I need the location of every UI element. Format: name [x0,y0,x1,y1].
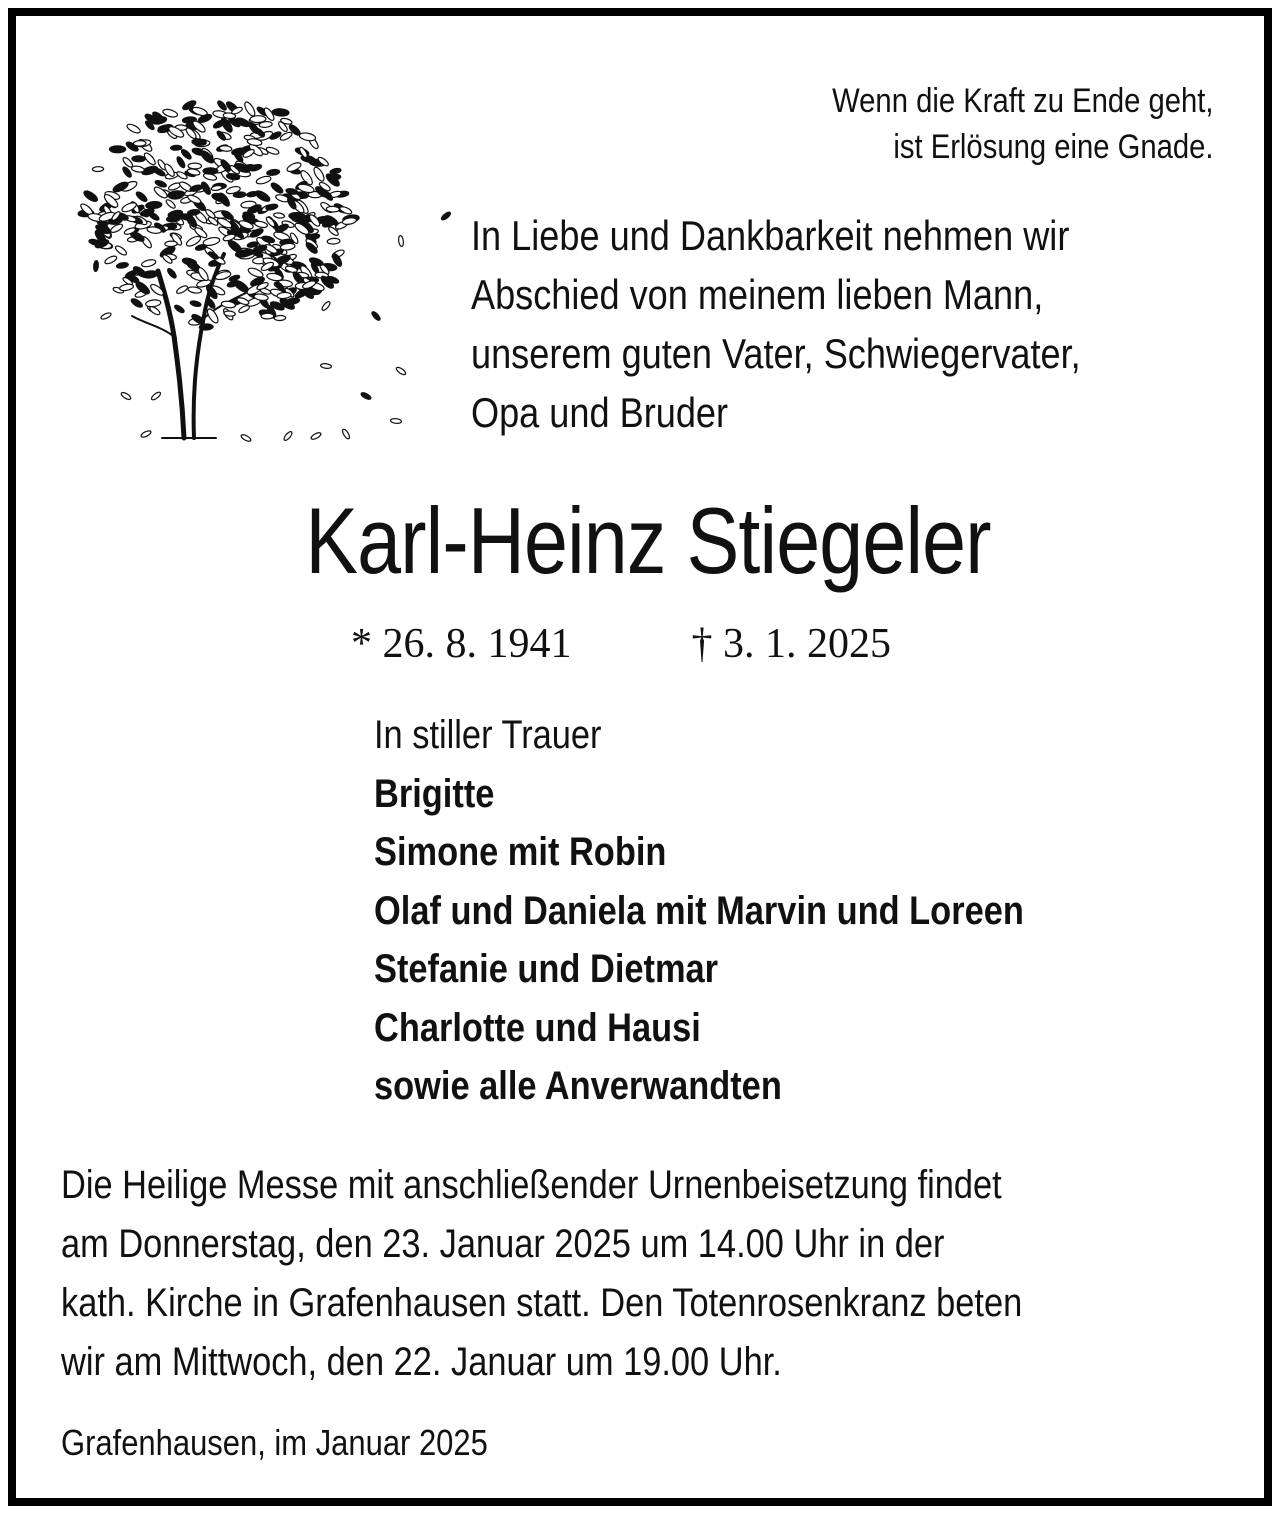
deceased-name: Karl-Heinz Stiegeler [305,488,991,593]
service-line: wir am Mittwoch, den 22. Januar um 19.00 Uhr. [61,1340,782,1384]
mourners-list [374,706,1024,1116]
mourner-name: Brigitte [374,771,495,816]
intro-line: In Liebe und Dankbarkeit nehmen wir [471,212,1070,259]
quote-line: Wenn die Kraft zu Ende geht, [832,82,1214,120]
service-line: kath. Kirche in Grafenhausen statt. Den Totenrosenkranz beten [61,1281,1023,1325]
intro-line: unserem guten Vater, Schwiegervater, [471,330,1081,377]
obituary-notice [8,8,1272,1506]
intro-line: Opa und Bruder [471,389,729,436]
death-date: † 3. 1. 2025 [691,621,891,667]
tree-icon [66,66,466,456]
mourner-name: Simone mit Robin [374,830,667,874]
mourners-label: In stiller Trauer [374,713,602,757]
service-line: am Donnerstag, den 23. Januar 2025 um 14.00 Uhr in der [61,1222,945,1266]
life-dates [351,616,891,672]
mourner-name: sowie alle Anverwandten [374,1064,782,1108]
mourner-name: Charlotte und Hausi [374,1005,701,1050]
service-info [61,1156,1231,1392]
quote-block [833,78,1214,170]
intro-text [471,206,1133,442]
mourner-name: Stefanie und Dietmar [374,947,719,991]
service-line: Die Heilige Messe mit anschließender Urnenbeisetzung findet [61,1163,1002,1207]
place-and-date: Grafenhausen, im Januar 2025 [61,1422,488,1463]
quote-line: ist Erlösung eine Gnade. [893,128,1214,166]
birth-date: * 26. 8. 1941 [351,621,572,667]
mourner-name: Olaf und Daniela mit Marvin und Loreen [374,888,1024,933]
intro-line: Abschied von meinem lieben Mann, [471,271,1044,318]
